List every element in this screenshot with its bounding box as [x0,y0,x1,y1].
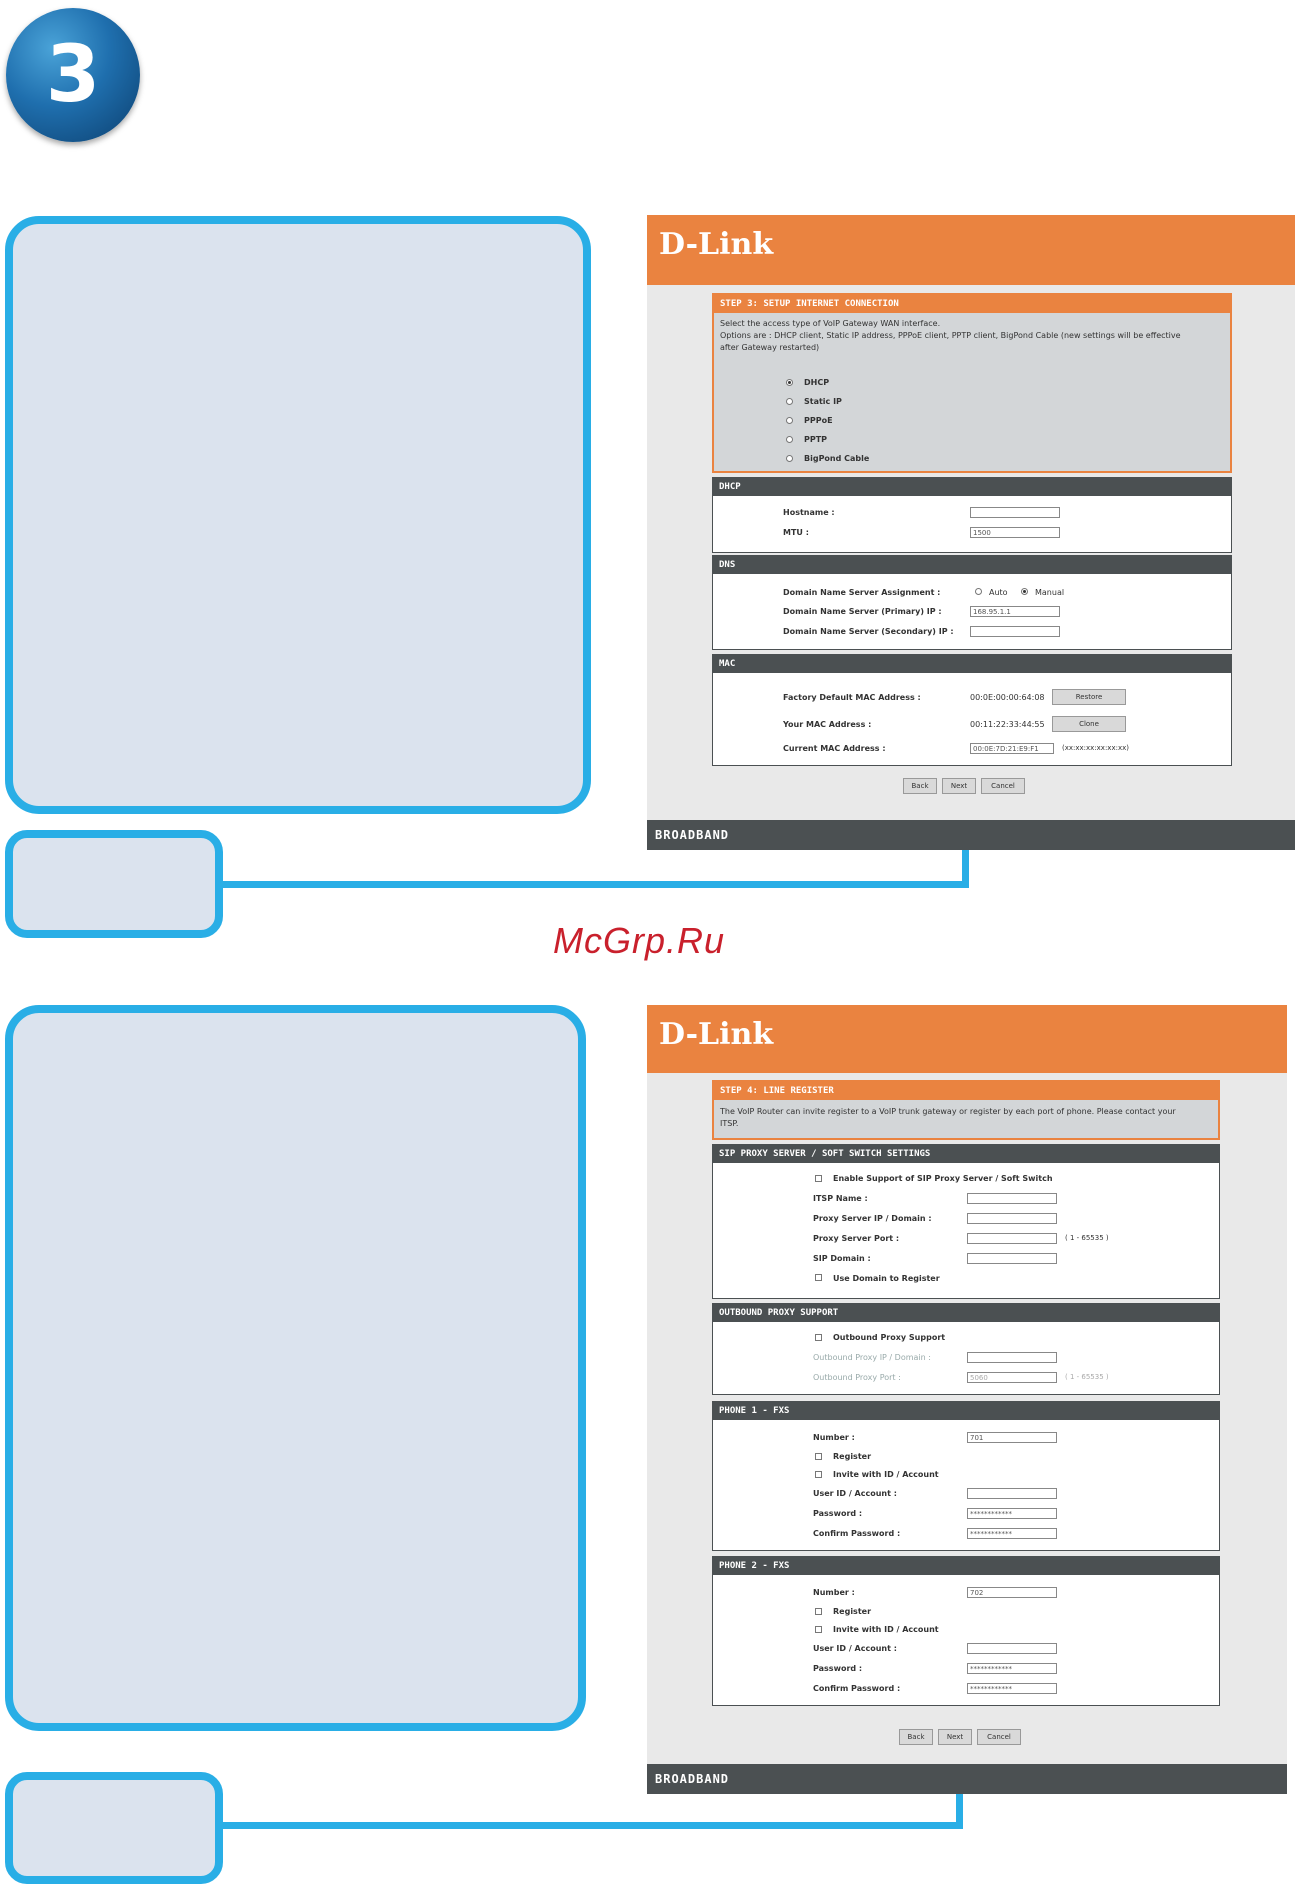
dns-title: DNS [713,556,1231,574]
callout-box-main-2 [5,1005,586,1731]
callout-box-small-1 [5,830,223,938]
option-pppoe-label: PPPoE [804,416,833,425]
connector-line-1-h [222,881,969,888]
phone1-confirm-label: Confirm Password : [813,1529,901,1538]
intro-text-2: Options are : DHCP client, Static IP address, PPPoE client, PPTP client, BigPond Cable (new settings will be effective [720,331,1181,340]
phone1-userid-label: User ID / Account : [813,1489,897,1498]
sip-domain-label: SIP Domain : [813,1254,871,1263]
hostname-label: Hostname : [783,508,835,517]
phone1-password-input[interactable]: ************ [967,1508,1057,1519]
phone1-number-input[interactable]: 701 [967,1432,1057,1443]
current-mac-label: Current MAC Address : [783,744,886,753]
mac-section [712,654,1232,766]
back-button[interactable]: Back [903,778,937,794]
connector-line-2-h [222,1822,963,1829]
enable-sip-label: Enable Support of SIP Proxy Server / Soft Switch [833,1174,1053,1183]
dns-section [712,555,1232,650]
factory-mac-value: 00:0E:00:00:64:08 [970,693,1045,702]
dns-assignment-label: Domain Name Server Assignment : [783,588,941,597]
itsp-name-label: ITSP Name : [813,1194,868,1203]
phone2-invite-checkbox[interactable] [815,1626,822,1633]
itsp-name-input[interactable] [967,1193,1057,1204]
dlink-logo: D-Link [659,1017,774,1052]
phone1-number-label: Number : [813,1433,855,1442]
phone2-number-label: Number : [813,1588,855,1597]
option-pptp-label: PPTP [804,435,828,444]
dns-primary-input[interactable]: 168.95.1.1 [970,606,1060,617]
dlink-logo: D-Link [659,227,774,262]
phone1-password-label: Password : [813,1509,863,1518]
mac-format-hint: (xx:xx:xx:xx:xx:xx) [1062,744,1129,752]
line-register-section [712,1080,1220,1140]
outbound-port-input[interactable]: 5060 [967,1372,1057,1383]
dns-secondary-label: Domain Name Server (Secondary) IP : [783,627,954,636]
outbound-support-label: Outbound Proxy Support [833,1333,946,1342]
dns-secondary-input[interactable] [970,626,1060,637]
back-button[interactable]: Back [899,1729,933,1745]
intro-text-1: The VoIP Router can invite register to a VoIP trunk gateway or register by each port of phone. Please contact your [720,1107,1176,1116]
radio-pppoe[interactable] [786,417,793,424]
use-domain-label: Use Domain to Register [833,1274,940,1283]
enable-sip-checkbox[interactable] [815,1175,822,1182]
clone-button[interactable]: Clone [1052,716,1126,732]
outbound-port-range: ( 1 - 65535 ) [1065,1373,1109,1381]
intro-text-2: ITSP. [720,1119,739,1128]
cancel-button[interactable]: Cancel [977,1729,1021,1745]
intro-text-3: after Gateway restarted) [720,343,820,352]
phone2-confirm-label: Confirm Password : [813,1684,901,1693]
use-domain-checkbox[interactable] [815,1274,822,1281]
phone1-register-label: Register [833,1452,872,1461]
phone2-number-input[interactable]: 702 [967,1587,1057,1598]
dns-primary-label: Domain Name Server (Primary) IP : [783,607,942,616]
your-mac-label: Your MAC Address : [783,720,872,729]
mac-title: MAC [713,655,1231,673]
phone1-title: PHONE 1 - FXS [713,1402,1219,1420]
section-title: STEP 4: LINE REGISTER [714,1082,1218,1100]
broadband-footer: BROADBAND [647,1764,1287,1794]
phone2-password-input[interactable]: ************ [967,1663,1057,1674]
phone2-title: PHONE 2 - FXS [713,1557,1219,1575]
phone2-password-label: Password : [813,1664,863,1673]
watermark-text: McGrp.Ru [553,920,726,961]
option-dhcp-label: DHCP [804,378,830,387]
callout-box-main-1 [5,216,591,814]
radio-dns-auto[interactable] [975,588,982,595]
restore-button[interactable]: Restore [1052,689,1126,705]
phone2-confirm-input[interactable]: ************ [967,1683,1057,1694]
phone1-userid-input[interactable] [967,1488,1057,1499]
sip-domain-input[interactable] [967,1253,1057,1264]
phone2-register-checkbox[interactable] [815,1608,822,1615]
phone1-confirm-input[interactable]: ************ [967,1528,1057,1539]
mtu-label: MTU : [783,528,809,537]
cancel-button[interactable]: Cancel [981,778,1025,794]
outbound-title: OUTBOUND PROXY SUPPORT [713,1304,1219,1322]
phone2-userid-label: User ID / Account : [813,1644,897,1653]
outbound-port-label: Outbound Proxy Port : [813,1373,901,1382]
proxy-ip-input[interactable] [967,1213,1057,1224]
next-button[interactable]: Next [938,1729,972,1745]
phone2-register-label: Register [833,1607,872,1616]
section-title: STEP 3: SETUP INTERNET CONNECTION [714,295,1230,313]
broadband-footer: BROADBAND [647,820,1295,850]
radio-static-ip[interactable] [786,398,793,405]
proxy-ip-label: Proxy Server IP / Domain : [813,1214,932,1223]
hostname-input[interactable] [970,507,1060,518]
outbound-ip-input[interactable] [967,1352,1057,1363]
dhcp-section [712,477,1232,553]
callout-box-small-2 [5,1772,223,1884]
next-button[interactable]: Next [942,778,976,794]
router-screenshot-line-register [647,1005,1287,1794]
step-number-badge: 3 [6,8,140,142]
phone1-invite-checkbox[interactable] [815,1471,822,1478]
outbound-proxy-section [712,1303,1220,1395]
radio-dns-manual[interactable] [1021,588,1028,595]
dns-manual-label: Manual [1035,588,1065,597]
phone1-section [712,1401,1220,1551]
proxy-port-input[interactable] [967,1233,1057,1244]
dns-auto-label: Auto [989,588,1008,597]
mtu-input[interactable]: 1500 [970,527,1060,538]
your-mac-value: 00:11:22:33:44:55 [970,720,1045,729]
option-static-ip-label: Static IP [804,397,842,406]
router-screenshot-setup-internet [647,215,1295,850]
phone2-invite-label: Invite with ID / Account [833,1625,939,1634]
option-bigpond-label: BigPond Cable [804,454,870,463]
proxy-port-label: Proxy Server Port : [813,1234,900,1243]
sip-title: SIP PROXY SERVER / SOFT SWITCH SETTINGS [713,1145,1219,1163]
outbound-support-checkbox[interactable] [815,1334,822,1341]
outbound-ip-label: Outbound Proxy IP / Domain : [813,1353,931,1362]
dhcp-title: DHCP [713,478,1231,496]
sip-proxy-section [712,1144,1220,1299]
proxy-port-range: ( 1 - 65535 ) [1065,1234,1109,1242]
radio-dhcp[interactable] [786,379,793,386]
setup-internet-section [712,293,1232,473]
phone2-section [712,1556,1220,1706]
factory-mac-label: Factory Default MAC Address : [783,693,921,702]
radio-pptp[interactable] [786,436,793,443]
current-mac-input[interactable]: 00:0E:7D:21:E9:F1 [970,743,1054,754]
radio-bigpond[interactable] [786,455,793,462]
phone1-invite-label: Invite with ID / Account [833,1470,939,1479]
intro-text-1: Select the access type of VoIP Gateway WAN interface. [720,319,941,328]
phone1-register-checkbox[interactable] [815,1453,822,1460]
phone2-userid-input[interactable] [967,1643,1057,1654]
